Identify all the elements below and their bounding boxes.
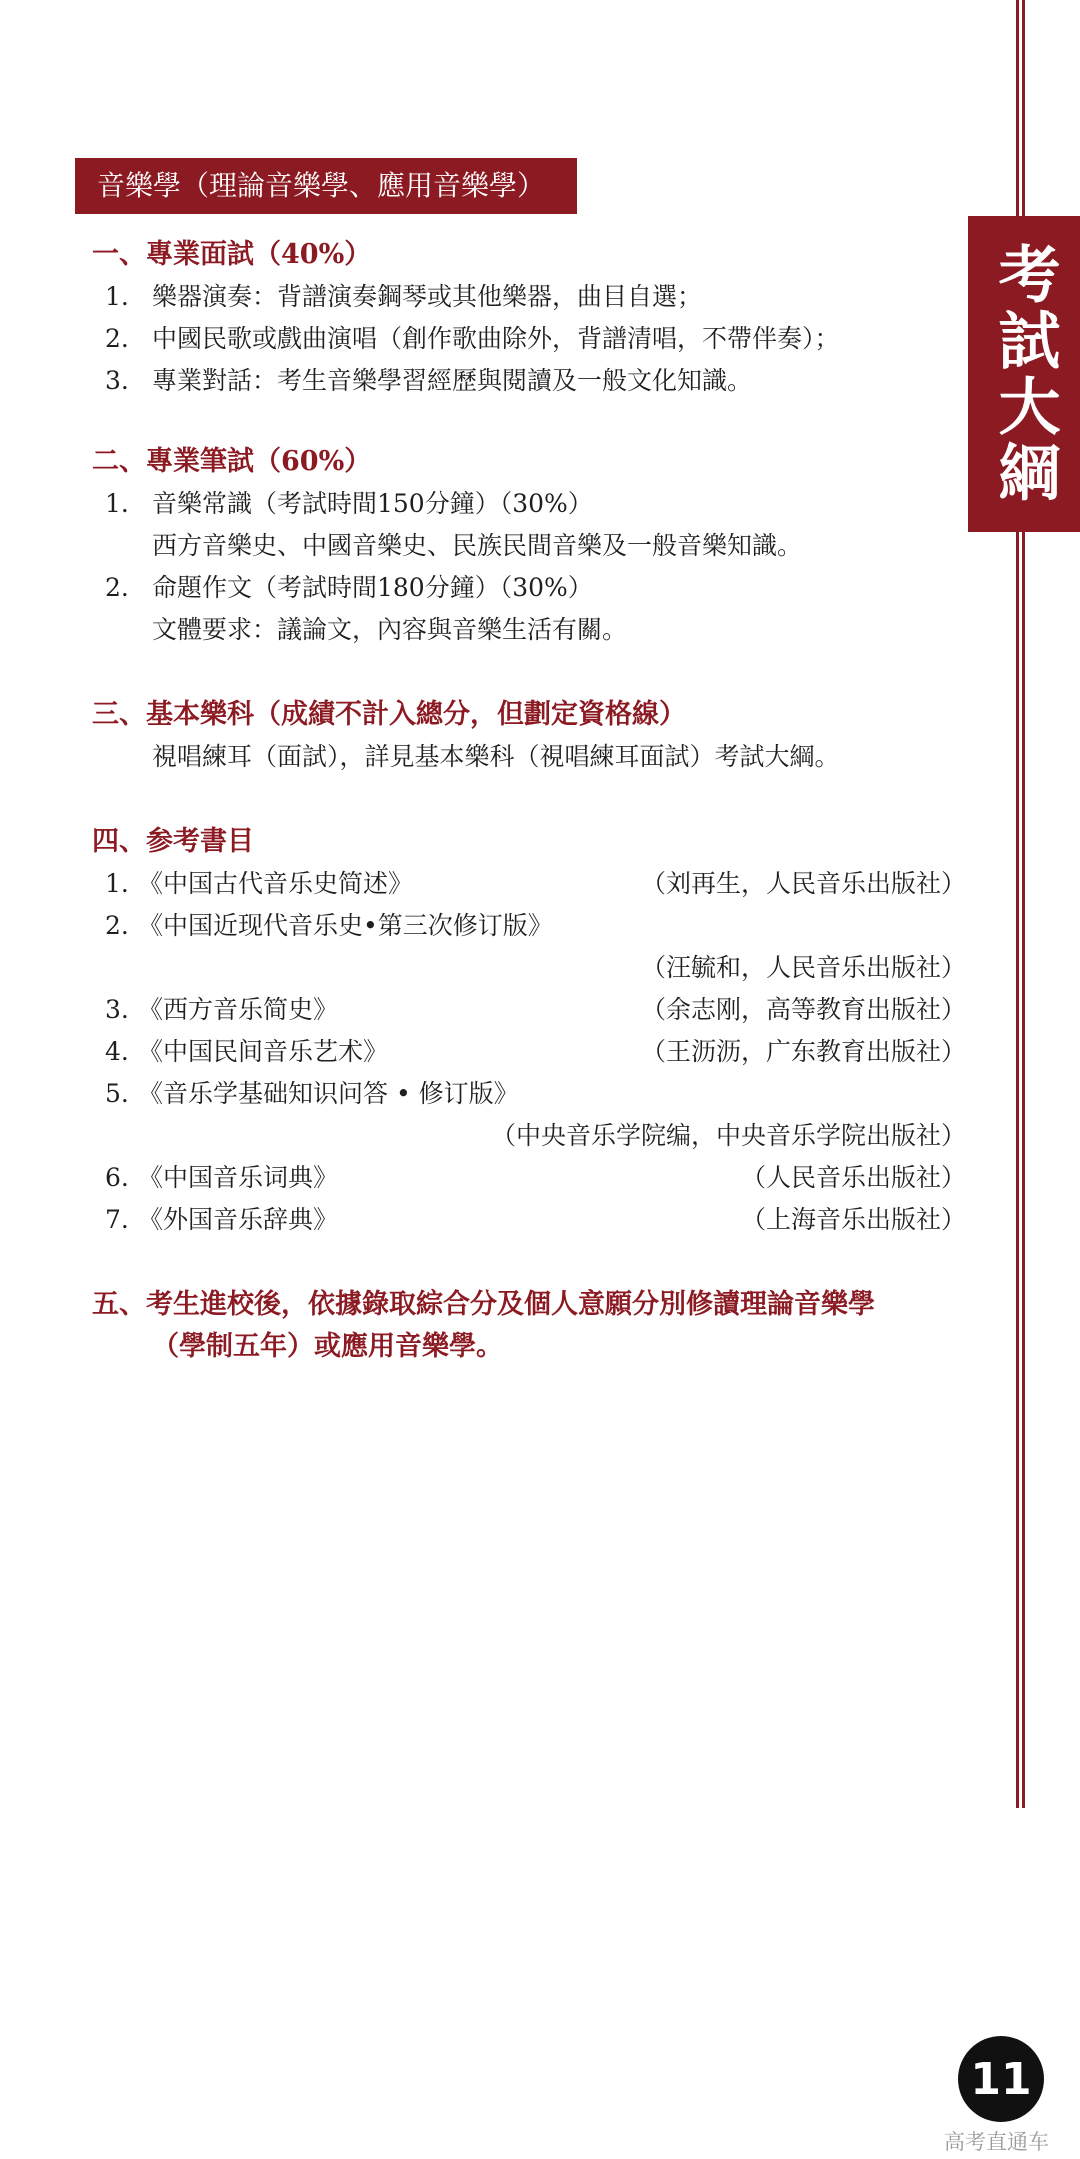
section-admission-note xyxy=(92,1284,962,1368)
page-number: 11 xyxy=(970,2053,1032,2105)
item-number: 5. xyxy=(105,1079,129,1108)
item-number: 2. xyxy=(105,324,129,353)
page-number-badge xyxy=(958,2036,1044,2122)
section-oral-exam xyxy=(92,234,962,402)
item-text: 專業對話：考生音樂學習經歷與閱讀及一般文化知識。 xyxy=(152,366,753,395)
section-basic-music xyxy=(92,694,962,778)
side-tab-label: 考試大綱 xyxy=(988,242,1061,506)
book-item xyxy=(92,989,966,1031)
watermark-text: 高考直通车 xyxy=(944,2130,1049,2154)
list-item xyxy=(92,360,962,402)
item-description: 文體要求：議論文，內容與音樂生活有關。 xyxy=(152,615,628,644)
section-title: 二、專業筆試（60%） xyxy=(92,446,372,477)
book-title: 《中国古代音乐史简述》 xyxy=(138,869,414,898)
list-item xyxy=(92,276,962,318)
book-publisher-line xyxy=(92,947,966,989)
item-number: 1. xyxy=(105,489,129,518)
list-item xyxy=(92,483,962,525)
section-title: 四、参考書目 xyxy=(92,826,254,857)
book-item xyxy=(92,1199,966,1241)
book-item xyxy=(92,1157,966,1199)
book-title: 《中国民间音乐艺术》 xyxy=(138,1037,389,1066)
item-description: 西方音樂史、中國音樂史、民族民間音樂及一般音樂知識。 xyxy=(152,531,803,560)
item-text: 中國民歌或戲曲演唱（創作歌曲除外，背譜清唱，不帶伴奏）； xyxy=(152,324,840,353)
item-number: 4. xyxy=(105,1037,129,1066)
book-publisher: （刘再生，人民音乐出版社） xyxy=(640,869,966,898)
item-number: 7. xyxy=(105,1205,129,1234)
item-number: 2. xyxy=(105,911,129,940)
item-number: 3. xyxy=(105,366,129,395)
book-title: 《中国音乐词典》 xyxy=(138,1163,339,1192)
note-line-1: 五、考生進校後，依據錄取綜合分及個人意願分別修讀理論音樂學 xyxy=(92,1289,875,1320)
book-publisher: （人民音乐出版社） xyxy=(740,1163,966,1192)
item-number: 2. xyxy=(105,573,129,602)
item-number: 3. xyxy=(105,995,129,1024)
book-title: 《外国音乐辞典》 xyxy=(138,1205,339,1234)
book-title: 《中国近现代音乐史•第三次修订版》 xyxy=(138,911,553,940)
book-title: 《音乐学基础知识问答 • 修订版》 xyxy=(138,1079,519,1108)
book-item xyxy=(92,1073,962,1115)
item-text: 音樂常識（考試時間150分鐘）（30%） xyxy=(152,489,593,518)
book-item xyxy=(92,1031,966,1073)
book-title: 《西方音乐简史》 xyxy=(138,995,339,1024)
section-written-exam xyxy=(92,441,962,651)
list-item xyxy=(92,567,962,609)
section-text: 視唱練耳（面試），詳見基本樂科（視唱練耳面試）考試大綱。 xyxy=(152,742,840,771)
side-tab-exam-outline xyxy=(968,216,1080,532)
section-reference-books xyxy=(92,821,966,1241)
book-publisher: （王沥沥，广东教育出版社） xyxy=(640,1037,966,1066)
note-line-2: （學制五年）或應用音樂學。 xyxy=(152,1331,503,1362)
list-item xyxy=(92,318,962,360)
item-text: 命題作文（考試時間180分鐘）（30%） xyxy=(152,573,593,602)
book-item xyxy=(92,863,966,905)
item-number: 1. xyxy=(105,869,129,898)
section-title: 三、基本樂科（成績不計入總分，但劃定資格線） xyxy=(92,699,686,730)
item-number: 1. xyxy=(105,282,129,311)
book-publisher: （汪毓和，人民音乐出版社） xyxy=(640,953,966,982)
book-publisher: （余志刚，高等教育出版社） xyxy=(640,995,966,1024)
item-number: 6. xyxy=(105,1163,129,1192)
book-publisher: （上海音乐出版社） xyxy=(740,1205,966,1234)
section-header: 音樂學（理論音樂學、應用音樂學） xyxy=(75,158,577,214)
book-item xyxy=(92,905,962,947)
book-publisher: （中央音乐学院编，中央音乐学院出版社） xyxy=(490,1121,966,1150)
section-title: 一、專業面試（40%） xyxy=(92,239,372,270)
item-text: 樂器演奏：背譜演奏鋼琴或其他樂器，曲目自選； xyxy=(152,282,703,311)
book-publisher-line xyxy=(92,1115,966,1157)
